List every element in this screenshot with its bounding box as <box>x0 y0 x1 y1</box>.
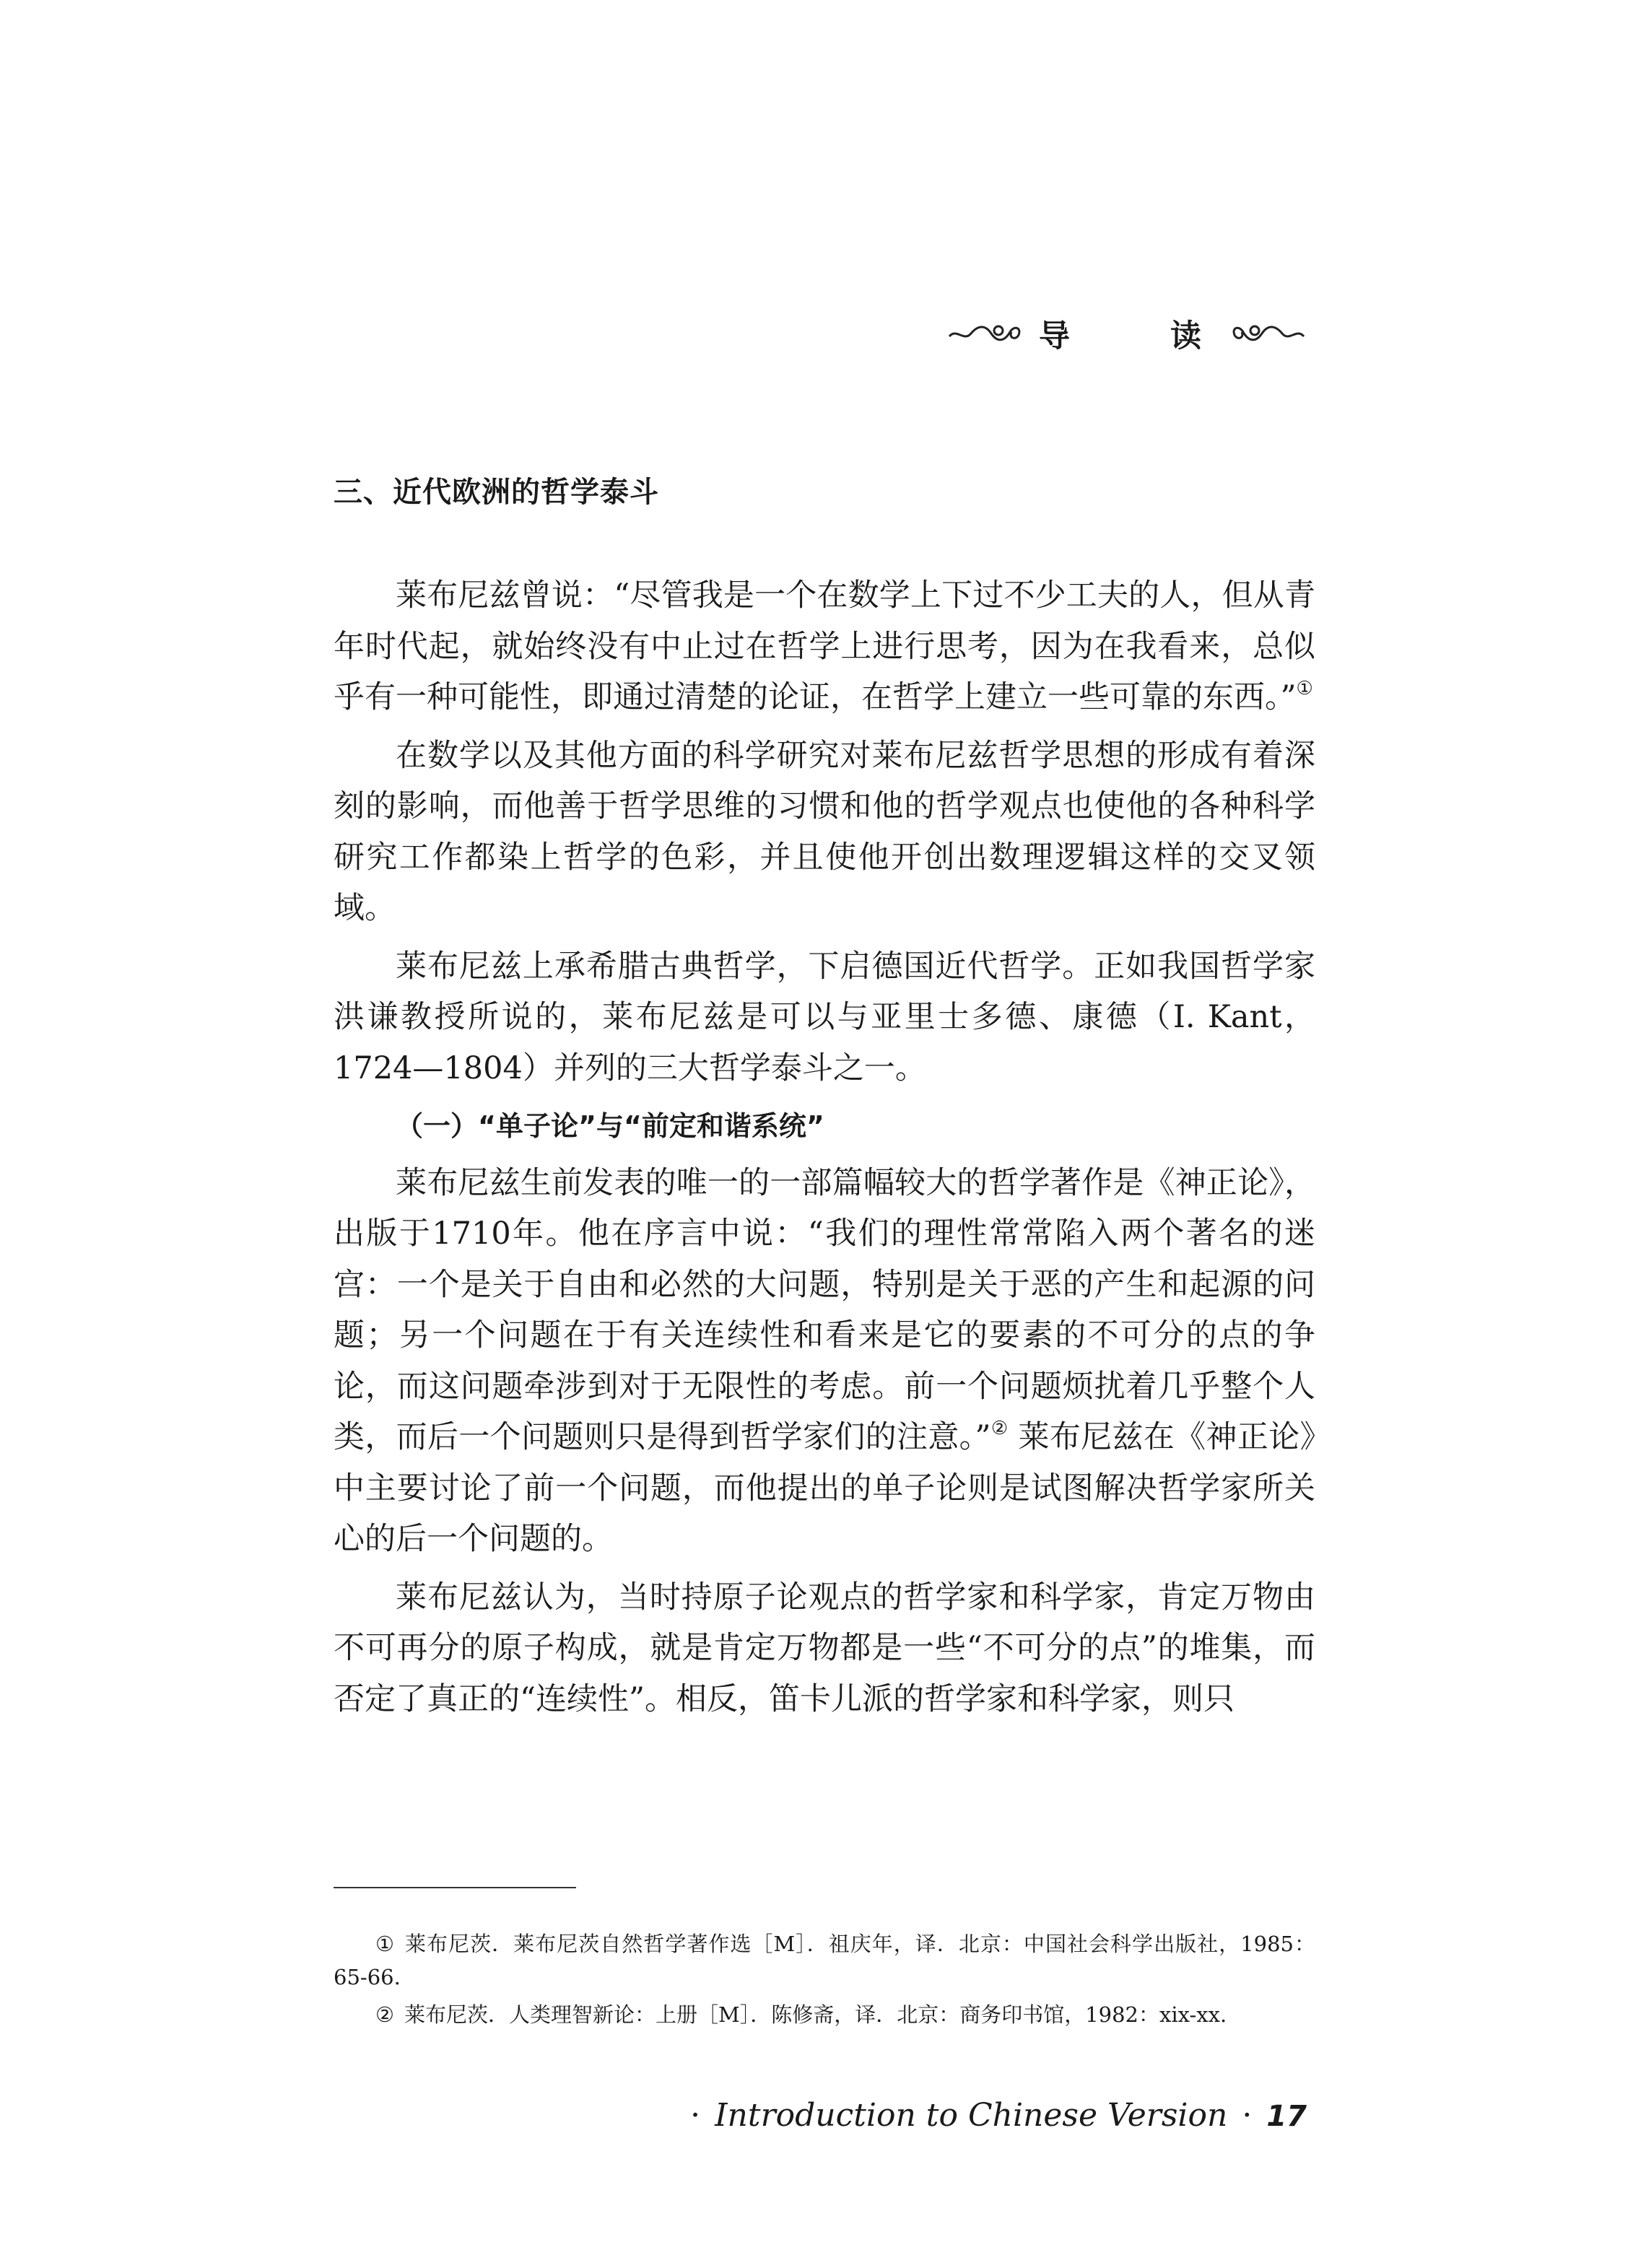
paragraph-3 <box>334 941 1315 1094</box>
paragraph-text: 在数学以及其他方面的科学研究对莱布尼兹哲学思想的形成有着深刻的影响，而他善于哲学思维的习惯和他的哲学观点也使他的各种科学研究工作都染上哲学的色彩，并且使他开创出数理逻辑这样的交叉领域。 <box>334 737 1315 926</box>
footer-bullet: · <box>1242 2097 1253 2134</box>
ornament-right-icon <box>1227 319 1307 348</box>
footnote-1 <box>334 1927 1315 1994</box>
page-number: 17 <box>1266 2100 1307 2133</box>
paragraph-text: 莱布尼兹在《神正论》中主要讨论了前一个问题，而他提出的单子论则是试图解决哲学家所关心的后一个问题的。 <box>334 1419 1316 1557</box>
footnote-mark: ② <box>375 2002 394 2027</box>
footnote-text: 莱布尼茨．莱布尼茨自然哲学著作选［M］．祖庆年，译．北京：中国社会科学出版社，1985：65-66. <box>334 1932 1316 1989</box>
header-title: 导 读 <box>1039 318 1236 354</box>
section-title: 三、近代欧洲的哲学泰斗 <box>334 476 659 509</box>
paragraph-text: 莱布尼兹生前发表的唯一的一部篇幅较大的哲学著作是《神正论》，出版于1710年。他在序言中说：“我们的理性常常陷入两个著名的迷宫：一个是关于自由和必然的大问题，特别是关于恶的产生和起源的问题；另一个问题在于有关连续性和看来是它的要素的不可分的点的争论，而这问题牵涉到对于无限性的考虑。前一个问题烦扰着几乎整个人类，而后一个问题则只是得到哲学家们的注意。” <box>334 1164 1315 1455</box>
footnote-text: 莱布尼茨．人类理智新论：上册［M］．陈修斋，译．北京：商务印书馆，1982：xix-xx. <box>404 2002 1227 2027</box>
paragraph-4 <box>334 1158 1315 1565</box>
footer-bullet: · <box>690 2097 701 2134</box>
paragraph-5 <box>334 1572 1315 1725</box>
paragraph-1 <box>334 570 1315 723</box>
footnote-divider <box>334 1887 576 1888</box>
body-text <box>334 570 1315 1724</box>
footnote-2 <box>334 1998 1315 2031</box>
paragraph-text: 莱布尼兹上承希腊古典哲学，下启德国近代哲学。正如我国哲学家洪谦教授所说的，莱布尼兹是可以与亚里士多德、康德（I. Kant，1724—1804）并列的三大哲学泰斗之一。 <box>334 948 1315 1086</box>
running-footer <box>690 2097 1307 2134</box>
subsection-title: （一）“单子论”与“前定和谐系统” <box>396 1110 824 1142</box>
ornament-left-icon <box>946 319 1026 348</box>
paragraph-2 <box>334 730 1315 934</box>
footnote-mark: ① <box>375 1932 396 1956</box>
running-header <box>946 312 1307 355</box>
footnotes <box>334 1927 1315 2036</box>
footer-runner-title: Introduction to Chinese Version <box>715 2097 1228 2134</box>
footnote-ref: ① <box>1296 678 1313 699</box>
footnote-ref: ② <box>990 1418 1009 1439</box>
paragraph-text: 莱布尼兹曾说：“尽管我是一个在数学上下过不少工夫的人，但从青年时代起，就始终没有中止过在哲学上进行思考，因为在我看来，总似乎有一种可能性，即通过清楚的论证，在哲学上建立一些可靠的东西。” <box>334 577 1315 715</box>
paragraph-text: 莱布尼兹认为，当时持原子论观点的哲学家和科学家，肯定万物由不可再分的原子构成，就是肯定万物都是一些“不可分的点”的堆集，而否定了真正的“连续性”。相反，笛卡儿派的哲学家和科学家，则只 <box>334 1579 1315 1717</box>
